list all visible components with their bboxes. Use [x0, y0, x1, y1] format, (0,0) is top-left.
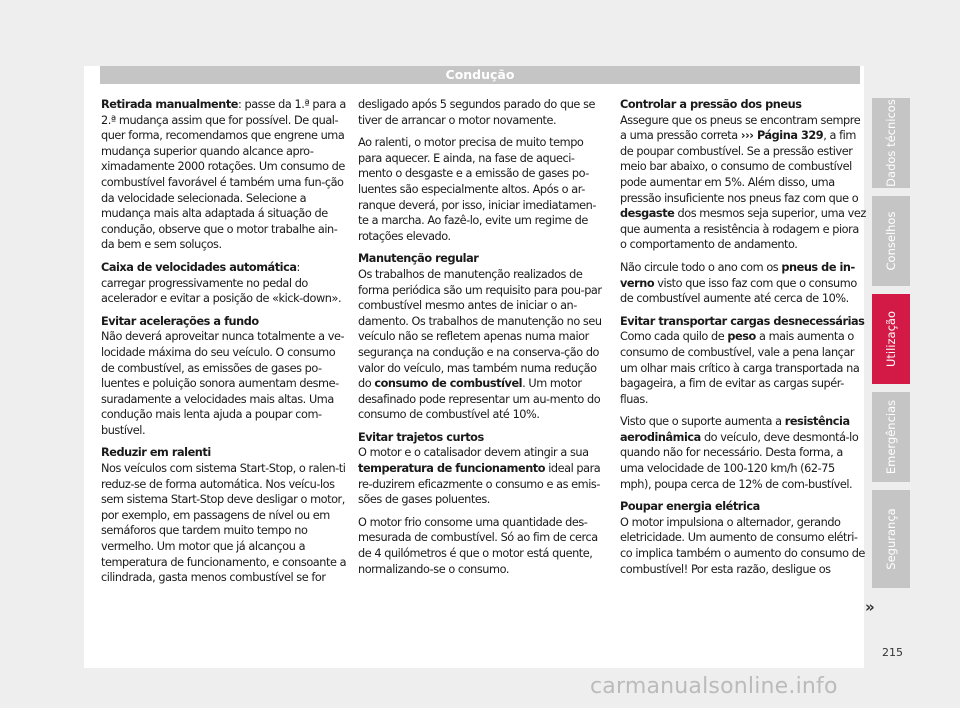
paragraph — [620, 414, 866, 492]
subheading: Poupar energia elétrica — [620, 500, 760, 514]
paragraph-text: Os trabalhos de manutenção realizados de forma periódica são um requisito para pou-par combustível mesmo antes de iniciar o an-damento. Os trabalhos de manutenção no seu veículo não se refletem apenas numa maior segurança na condução e na conserva-ção do valor do veículo, mas também numa redução do — [358, 267, 602, 391]
subheading: Manutenção regular — [358, 252, 479, 266]
paragraph-text: Não circule todo o ano com os — [620, 260, 782, 274]
paragraph — [101, 260, 347, 307]
subheading: Evitar trajetos curtos — [358, 430, 484, 444]
paragraph-text: do veículo, deve desmontá-lo quando não for necessário. Desta forma, a uma velocidade de 100-120 km/h (62-75 mph), poupa cerca de 12% de com-bustível. — [620, 430, 859, 491]
tab-utilizacao[interactable] — [872, 294, 910, 384]
paragraph — [620, 113, 866, 253]
page-reference-link[interactable]: ››› Página 329 — [740, 129, 824, 143]
tab-seguranca[interactable] — [872, 490, 910, 588]
paragraph-text: : carregar progressivamente no pedal do acelerador e evitar a posição de «kick-down». — [101, 260, 342, 306]
text-column-1 — [101, 97, 347, 593]
tab-dados-tecnicos[interactable] — [872, 98, 910, 188]
paragraph — [358, 267, 604, 423]
paragraph-text: ideal para re-duzirem eficazmente o consumo e as emis-sões de gases poluentes. — [358, 462, 601, 507]
section-header: Condução — [100, 66, 860, 84]
watermark: carmanualsonline.info — [590, 674, 838, 699]
bold-term: peso — [727, 330, 756, 344]
bold-term: consumo de combustível — [374, 377, 523, 391]
bold-term: Retirada manualmente — [101, 98, 238, 111]
tab-label: Conselhos — [884, 211, 898, 271]
bold-term: desgaste — [620, 207, 675, 221]
paragraph-text: dos mesmos seja superior, uma vez que aumenta a resistência à rodagem e piora o comportamento de andamento. — [620, 207, 866, 252]
paragraph-text: visto que isso faz com que o consumo de combustível aumente até cerca de 10%. — [620, 276, 857, 306]
text-column-3 — [620, 97, 866, 584]
subheading: Reduzir em ralenti — [101, 446, 211, 460]
text-column-2 — [358, 97, 604, 584]
tab-label: Emergências — [884, 399, 898, 475]
tab-label: Segurança — [884, 508, 898, 570]
page-number: 215 — [882, 646, 903, 659]
tab-label: Utilização — [884, 310, 898, 368]
paragraph-text: Como cada quilo de — [620, 330, 728, 344]
paragraph-text: . Um motor desafinado pode representar um au-mento do consumo de combustível até 10%. — [358, 377, 601, 422]
subheading: Evitar acelerações a fundo — [101, 314, 259, 328]
paragraph: desligado após 5 segundos parado do que se tiver de arrancar o motor novamente. — [358, 98, 596, 127]
bold-term: pneus de in-verno — [620, 260, 855, 290]
tab-emergencias[interactable] — [872, 392, 910, 482]
tab-label: Dados técnicos — [884, 99, 898, 187]
paragraph — [620, 260, 866, 307]
paragraph-text: O motor e o catalisador devem atingir a sua — [358, 446, 589, 460]
paragraph — [101, 97, 347, 253]
paragraph — [620, 329, 866, 407]
paragraph: O motor impulsiona o alternador, gerando eletricidade. Um aumento de consumo elétri-co implica também o aumento do consumo de combustível! Por esta razão, desligue os — [620, 515, 865, 576]
paragraph: Nos veículos com sistema Start-Stop, o ralen-ti reduz-se de forma automática. Nos veícu-los sem sistema Start-Stop deve desligar o motor, por exemplo, em passagens de nível ou em semáforos que tardem muito tempo no vermelho. Um motor que já alcançou a temperatura de funcionamento, e consoante a cilindrada, gasta menos combustível se for — [101, 462, 347, 585]
subheading: Evitar transportar cargas desnecessárias — [620, 314, 865, 328]
paragraph: O motor frio consome uma quantidade des-mesurada de combustível. Só ao fim de cerca de 4 quilómetros é que o motor está quente, normalizando-se o consumo. — [358, 515, 598, 576]
paragraph-text: Visto que o suporte aumenta a — [620, 415, 785, 429]
tab-conselhos[interactable] — [872, 196, 910, 286]
paragraph: Não deverá aproveitar nunca totalmente a ve-locidade máxima do seu veículo. O consumo de combustível, as emissões de gases po-luentes e poluição sonora aumentam desme-suradamente a velocidades mais altas. Uma condução mais lenta ajuda a poupar com-bustível. — [101, 330, 345, 437]
continue-arrow-icon: » — [865, 598, 875, 616]
paragraph: Ao ralenti, o motor precisa de muito tempo para aquecer. E ainda, na fase de aqueci-mento o desgaste e a emissão de gases po-luentes são especialmente altos. Após o ar-ranque deverá, por isso, iniciar imediatamen-te a marcha. Ao fazê-lo, evite um regime de rotações elevado. — [358, 136, 596, 243]
paragraph-text: a mais aumenta o consumo de combustível, vale a pena lançar um olhar mais crítico à carga transportada na bagageira, a fim de evitar as cargas supér-fluas. — [620, 330, 860, 406]
paragraph — [358, 445, 604, 507]
bold-term: resistência aerodinâmica — [620, 415, 850, 444]
paragraph-text: , a fim de poupar combustível. Se a pressão estiver meio bar abaixo, o consumo de combustível pode aumentar em 5%. Além disso, uma pressão insuficiente nos pneus faz com que o — [620, 129, 859, 205]
bold-term: Caixa de velocidades automática — [101, 260, 297, 274]
bold-term: temperatura de funcionamento — [358, 462, 546, 476]
paragraph-text: Assegure que os pneus se encontram sempre a uma pressão correta — [620, 113, 861, 143]
subheading: Controlar a pressão dos pneus — [620, 98, 802, 111]
paragraph-text: : passe da 1.ª para a 2.ª mudança assim que for possível. De qual-quer forma, recomendamos que engrene uma mudança superior quando alcance apro-ximadamente 2000 rotações. Um consumo de combustível favorável é também uma fun-ção da velocidade selecionada. Selecione a mudança mais alta adaptada á situação de condução, observe que o motor trabalhe ain-da bem e sem soluços. — [101, 98, 346, 252]
